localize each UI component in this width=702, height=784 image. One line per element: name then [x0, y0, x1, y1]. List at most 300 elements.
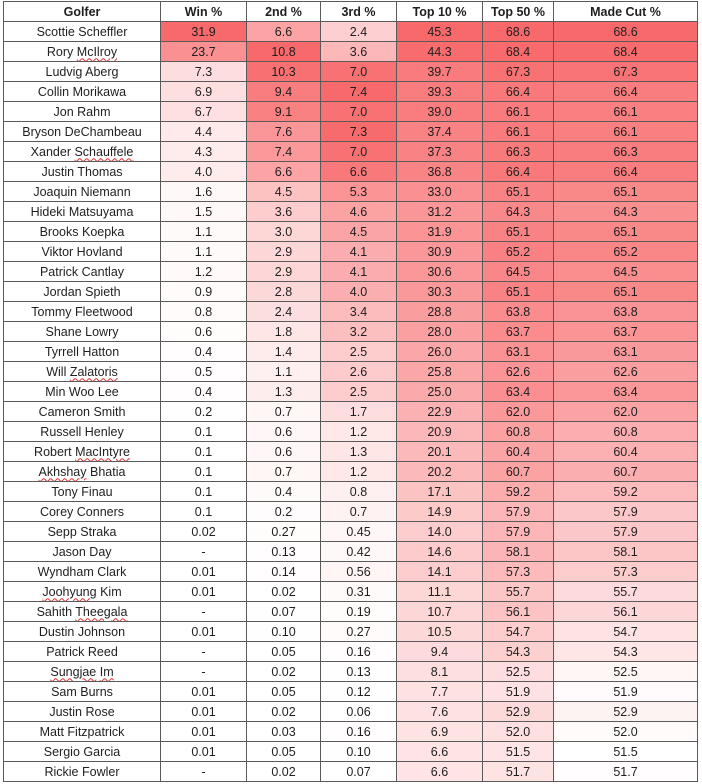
second-cell: 1.3	[247, 382, 321, 402]
top10-cell: 33.0	[397, 182, 483, 202]
made-cut-cell: 66.1	[554, 102, 698, 122]
made-cut-cell: 57.3	[554, 562, 698, 582]
win-cell: 0.9	[161, 282, 247, 302]
made-cut-cell: 57.9	[554, 522, 698, 542]
win-cell: 6.9	[161, 82, 247, 102]
golfer-name-cell: Justin Rose	[4, 702, 161, 722]
second-cell: 7.4	[247, 142, 321, 162]
golfer-name-cell: Hideki Matsuyama	[4, 202, 161, 222]
top10-cell: 8.1	[397, 662, 483, 682]
table-row	[4, 42, 698, 62]
table-row	[4, 262, 698, 282]
table-row	[4, 402, 698, 422]
win-cell: 0.02	[161, 522, 247, 542]
made-cut-cell: 65.1	[554, 182, 698, 202]
top10-cell: 44.3	[397, 42, 483, 62]
table-row	[4, 682, 698, 702]
top50-cell: 60.4	[483, 442, 554, 462]
top50-cell: 55.7	[483, 582, 554, 602]
second-cell: 7.6	[247, 122, 321, 142]
top50-cell: 62.6	[483, 362, 554, 382]
third-cell: 4.1	[321, 262, 397, 282]
third-cell: 0.27	[321, 622, 397, 642]
table-header	[4, 2, 698, 22]
win-cell: 0.01	[161, 682, 247, 702]
made-cut-cell: 56.1	[554, 602, 698, 622]
table-row	[4, 662, 698, 682]
second-cell: 0.05	[247, 742, 321, 762]
made-cut-cell: 55.7	[554, 582, 698, 602]
table-row	[4, 442, 698, 462]
top10-cell: 25.8	[397, 362, 483, 382]
table-row	[4, 522, 698, 542]
third-cell: 7.4	[321, 82, 397, 102]
third-cell: 0.31	[321, 582, 397, 602]
table-row	[4, 582, 698, 602]
top10-cell: 6.6	[397, 762, 483, 782]
golfer-name-cell: Rickie Fowler	[4, 762, 161, 782]
second-cell: 6.6	[247, 22, 321, 42]
win-cell: 4.4	[161, 122, 247, 142]
third-cell: 3.6	[321, 42, 397, 62]
third-cell: 3.2	[321, 322, 397, 342]
top10-cell: 14.0	[397, 522, 483, 542]
made-cut-cell: 65.1	[554, 222, 698, 242]
golfer-name-cell: Sam Burns	[4, 682, 161, 702]
top10-cell: 10.5	[397, 622, 483, 642]
table-row	[4, 222, 698, 242]
top10-cell: 37.3	[397, 142, 483, 162]
top50-cell: 52.5	[483, 662, 554, 682]
win-cell: 0.01	[161, 702, 247, 722]
second-cell: 0.4	[247, 482, 321, 502]
third-cell: 0.16	[321, 722, 397, 742]
top10-cell: 6.6	[397, 742, 483, 762]
golfer-name-cell: Rory McIlroy	[4, 42, 161, 62]
top10-cell: 28.0	[397, 322, 483, 342]
second-cell: 2.8	[247, 282, 321, 302]
win-cell: 4.3	[161, 142, 247, 162]
top50-cell: 66.3	[483, 142, 554, 162]
header-golfer: Golfer	[4, 2, 161, 22]
table-row	[4, 562, 698, 582]
third-cell: 4.1	[321, 242, 397, 262]
golfer-name-cell: Patrick Reed	[4, 642, 161, 662]
top10-cell: 9.4	[397, 642, 483, 662]
made-cut-cell: 54.7	[554, 622, 698, 642]
second-cell: 1.1	[247, 362, 321, 382]
top50-cell: 68.6	[483, 22, 554, 42]
second-cell: 3.6	[247, 202, 321, 222]
win-cell: 0.01	[161, 562, 247, 582]
second-cell: 0.07	[247, 602, 321, 622]
win-cell: -	[161, 662, 247, 682]
top50-cell: 59.2	[483, 482, 554, 502]
made-cut-cell: 57.9	[554, 502, 698, 522]
golfer-name-cell: Robert MacIntyre	[4, 442, 161, 462]
table-row	[4, 102, 698, 122]
win-cell: 23.7	[161, 42, 247, 62]
second-cell: 4.5	[247, 182, 321, 202]
table-row	[4, 62, 698, 82]
third-cell: 2.5	[321, 382, 397, 402]
second-cell: 3.0	[247, 222, 321, 242]
made-cut-cell: 66.1	[554, 122, 698, 142]
golfer-name-cell: Min Woo Lee	[4, 382, 161, 402]
top10-cell: 7.7	[397, 682, 483, 702]
third-cell: 0.06	[321, 702, 397, 722]
top50-cell: 57.9	[483, 502, 554, 522]
top50-cell: 67.3	[483, 62, 554, 82]
third-cell: 1.2	[321, 422, 397, 442]
top50-cell: 57.9	[483, 522, 554, 542]
win-cell: -	[161, 642, 247, 662]
top50-cell: 51.9	[483, 682, 554, 702]
top10-cell: 14.9	[397, 502, 483, 522]
top50-cell: 51.5	[483, 742, 554, 762]
made-cut-cell: 67.3	[554, 62, 698, 82]
table-row	[4, 242, 698, 262]
made-cut-cell: 63.8	[554, 302, 698, 322]
made-cut-cell: 66.4	[554, 162, 698, 182]
made-cut-cell: 60.7	[554, 462, 698, 482]
made-cut-cell: 68.4	[554, 42, 698, 62]
made-cut-cell: 64.3	[554, 202, 698, 222]
top50-cell: 66.4	[483, 162, 554, 182]
made-cut-cell: 59.2	[554, 482, 698, 502]
golfer-name-cell: Corey Conners	[4, 502, 161, 522]
second-cell: 0.2	[247, 502, 321, 522]
third-cell: 0.19	[321, 602, 397, 622]
golfer-name-cell: Russell Henley	[4, 422, 161, 442]
table-row	[4, 322, 698, 342]
made-cut-cell: 51.5	[554, 742, 698, 762]
third-cell: 5.3	[321, 182, 397, 202]
win-cell: 0.6	[161, 322, 247, 342]
golfer-name-cell: Joohyung Kim	[4, 582, 161, 602]
table-body	[4, 22, 698, 782]
table-row	[4, 422, 698, 442]
third-cell: 7.0	[321, 102, 397, 122]
top10-cell: 26.0	[397, 342, 483, 362]
header-third: 3rd %	[321, 2, 397, 22]
table-row	[4, 462, 698, 482]
third-cell: 0.13	[321, 662, 397, 682]
third-cell: 2.6	[321, 362, 397, 382]
top10-cell: 14.6	[397, 542, 483, 562]
win-cell: 0.1	[161, 462, 247, 482]
second-cell: 1.4	[247, 342, 321, 362]
second-cell: 0.03	[247, 722, 321, 742]
table-row	[4, 502, 698, 522]
top10-cell: 20.1	[397, 442, 483, 462]
golfer-name-cell: Bryson DeChambeau	[4, 122, 161, 142]
second-cell: 2.9	[247, 242, 321, 262]
win-cell: -	[161, 602, 247, 622]
made-cut-cell: 63.7	[554, 322, 698, 342]
made-cut-cell: 64.5	[554, 262, 698, 282]
golfer-name-cell: Collin Morikawa	[4, 82, 161, 102]
golfer-name-cell: Tony Finau	[4, 482, 161, 502]
table-row	[4, 362, 698, 382]
third-cell: 4.5	[321, 222, 397, 242]
third-cell: 0.45	[321, 522, 397, 542]
top10-cell: 7.6	[397, 702, 483, 722]
win-cell: 0.5	[161, 362, 247, 382]
top50-cell: 63.1	[483, 342, 554, 362]
win-cell: 0.1	[161, 422, 247, 442]
win-cell: -	[161, 542, 247, 562]
win-cell: 1.6	[161, 182, 247, 202]
header-row	[4, 2, 698, 22]
made-cut-cell: 63.4	[554, 382, 698, 402]
third-cell: 1.2	[321, 462, 397, 482]
second-cell: 2.4	[247, 302, 321, 322]
made-cut-cell: 60.8	[554, 422, 698, 442]
third-cell: 1.3	[321, 442, 397, 462]
table-row	[4, 642, 698, 662]
table-row	[4, 342, 698, 362]
top10-cell: 39.0	[397, 102, 483, 122]
golfer-name-cell: Sergio Garcia	[4, 742, 161, 762]
golfer-name-cell: Scottie Scheffler	[4, 22, 161, 42]
third-cell: 3.4	[321, 302, 397, 322]
top50-cell: 57.3	[483, 562, 554, 582]
third-cell: 1.7	[321, 402, 397, 422]
top50-cell: 63.7	[483, 322, 554, 342]
made-cut-cell: 63.1	[554, 342, 698, 362]
win-cell: 4.0	[161, 162, 247, 182]
golfer-name-cell: Shane Lowry	[4, 322, 161, 342]
top10-cell: 20.9	[397, 422, 483, 442]
top10-cell: 31.2	[397, 202, 483, 222]
win-cell: 1.2	[161, 262, 247, 282]
table-row	[4, 482, 698, 502]
second-cell: 10.3	[247, 62, 321, 82]
win-cell: 0.4	[161, 382, 247, 402]
second-cell: 2.9	[247, 262, 321, 282]
top10-cell: 36.8	[397, 162, 483, 182]
top50-cell: 64.3	[483, 202, 554, 222]
win-cell: 31.9	[161, 22, 247, 42]
second-cell: 0.05	[247, 682, 321, 702]
golfer-name-cell: Akhshay Bhatia	[4, 462, 161, 482]
top50-cell: 65.1	[483, 222, 554, 242]
win-cell: -	[161, 762, 247, 782]
top10-cell: 14.1	[397, 562, 483, 582]
top50-cell: 66.4	[483, 82, 554, 102]
second-cell: 0.02	[247, 762, 321, 782]
top10-cell: 39.7	[397, 62, 483, 82]
table-row	[4, 182, 698, 202]
third-cell: 0.12	[321, 682, 397, 702]
second-cell: 6.6	[247, 162, 321, 182]
golfer-name-cell: Brooks Koepka	[4, 222, 161, 242]
top50-cell: 64.5	[483, 262, 554, 282]
second-cell: 1.8	[247, 322, 321, 342]
table-row	[4, 162, 698, 182]
win-cell: 0.1	[161, 442, 247, 462]
golfer-name-cell: Matt Fitzpatrick	[4, 722, 161, 742]
golfer-name-cell: Sungjae Im	[4, 662, 161, 682]
win-cell: 0.4	[161, 342, 247, 362]
top10-cell: 31.9	[397, 222, 483, 242]
third-cell: 4.0	[321, 282, 397, 302]
made-cut-cell: 62.0	[554, 402, 698, 422]
second-cell: 0.27	[247, 522, 321, 542]
top10-cell: 20.2	[397, 462, 483, 482]
win-cell: 1.1	[161, 242, 247, 262]
made-cut-cell: 52.9	[554, 702, 698, 722]
third-cell: 7.3	[321, 122, 397, 142]
second-cell: 9.4	[247, 82, 321, 102]
golfer-name-cell: Justin Thomas	[4, 162, 161, 182]
golfer-name-cell: Sahith Theegala	[4, 602, 161, 622]
second-cell: 0.6	[247, 422, 321, 442]
third-cell: 7.0	[321, 62, 397, 82]
second-cell: 0.02	[247, 662, 321, 682]
made-cut-cell: 62.6	[554, 362, 698, 382]
header-second: 2nd %	[247, 2, 321, 22]
table-row	[4, 382, 698, 402]
second-cell: 0.10	[247, 622, 321, 642]
top50-cell: 63.8	[483, 302, 554, 322]
top50-cell: 60.7	[483, 462, 554, 482]
probability-table	[3, 1, 698, 782]
win-cell: 0.1	[161, 502, 247, 522]
top10-cell: 45.3	[397, 22, 483, 42]
made-cut-cell: 66.3	[554, 142, 698, 162]
win-cell: 1.5	[161, 202, 247, 222]
table-row	[4, 282, 698, 302]
second-cell: 0.6	[247, 442, 321, 462]
top10-cell: 6.9	[397, 722, 483, 742]
second-cell: 9.1	[247, 102, 321, 122]
golfer-name-cell: Patrick Cantlay	[4, 262, 161, 282]
golfer-name-cell: Dustin Johnson	[4, 622, 161, 642]
table-row	[4, 702, 698, 722]
made-cut-cell: 52.5	[554, 662, 698, 682]
table-row	[4, 602, 698, 622]
second-cell: 0.13	[247, 542, 321, 562]
third-cell: 0.16	[321, 642, 397, 662]
third-cell: 2.4	[321, 22, 397, 42]
win-cell: 0.01	[161, 722, 247, 742]
top10-cell: 17.1	[397, 482, 483, 502]
third-cell: 4.6	[321, 202, 397, 222]
table-row	[4, 22, 698, 42]
top50-cell: 65.2	[483, 242, 554, 262]
win-cell: 0.01	[161, 622, 247, 642]
golfer-name-cell: Xander Schauffele	[4, 142, 161, 162]
third-cell: 0.07	[321, 762, 397, 782]
golfer-name-cell: Wyndham Clark	[4, 562, 161, 582]
top50-cell: 68.4	[483, 42, 554, 62]
top10-cell: 22.9	[397, 402, 483, 422]
top50-cell: 65.1	[483, 182, 554, 202]
golfer-name-cell: Viktor Hovland	[4, 242, 161, 262]
third-cell: 6.6	[321, 162, 397, 182]
table-row	[4, 122, 698, 142]
made-cut-cell: 51.7	[554, 762, 698, 782]
third-cell: 0.42	[321, 542, 397, 562]
golfer-name-cell: Cameron Smith	[4, 402, 161, 422]
third-cell: 0.8	[321, 482, 397, 502]
golfer-name-cell: Ludvig Aberg	[4, 62, 161, 82]
top50-cell: 65.1	[483, 282, 554, 302]
second-cell: 0.14	[247, 562, 321, 582]
win-cell: 1.1	[161, 222, 247, 242]
top50-cell: 60.8	[483, 422, 554, 442]
golfer-name-cell: Jon Rahm	[4, 102, 161, 122]
golfer-name-cell: Jordan Spieth	[4, 282, 161, 302]
made-cut-cell: 66.4	[554, 82, 698, 102]
second-cell: 0.05	[247, 642, 321, 662]
third-cell: 0.56	[321, 562, 397, 582]
table-row	[4, 542, 698, 562]
made-cut-cell: 58.1	[554, 542, 698, 562]
made-cut-cell: 51.9	[554, 682, 698, 702]
win-cell: 7.3	[161, 62, 247, 82]
second-cell: 0.02	[247, 582, 321, 602]
table-row	[4, 302, 698, 322]
made-cut-cell: 68.6	[554, 22, 698, 42]
second-cell: 0.02	[247, 702, 321, 722]
header-top50: Top 50 %	[483, 2, 554, 22]
top10-cell: 30.6	[397, 262, 483, 282]
top50-cell: 58.1	[483, 542, 554, 562]
made-cut-cell: 54.3	[554, 642, 698, 662]
top10-cell: 10.7	[397, 602, 483, 622]
table-row	[4, 202, 698, 222]
win-cell: 0.1	[161, 482, 247, 502]
table-row	[4, 742, 698, 762]
made-cut-cell: 65.1	[554, 282, 698, 302]
top50-cell: 56.1	[483, 602, 554, 622]
made-cut-cell: 65.2	[554, 242, 698, 262]
win-cell: 0.2	[161, 402, 247, 422]
third-cell: 0.7	[321, 502, 397, 522]
header-made-cut: Made Cut %	[554, 2, 698, 22]
top50-cell: 52.9	[483, 702, 554, 722]
top10-cell: 11.1	[397, 582, 483, 602]
table-row	[4, 722, 698, 742]
win-cell: 6.7	[161, 102, 247, 122]
golfer-name-cell: Sepp Straka	[4, 522, 161, 542]
second-cell: 0.7	[247, 402, 321, 422]
golfer-name-cell: Jason Day	[4, 542, 161, 562]
top10-cell: 39.3	[397, 82, 483, 102]
top50-cell: 52.0	[483, 722, 554, 742]
made-cut-cell: 60.4	[554, 442, 698, 462]
top50-cell: 63.4	[483, 382, 554, 402]
top10-cell: 30.3	[397, 282, 483, 302]
top50-cell: 54.3	[483, 642, 554, 662]
second-cell: 0.7	[247, 462, 321, 482]
third-cell: 2.5	[321, 342, 397, 362]
golfer-name-cell: Joaquin Niemann	[4, 182, 161, 202]
win-cell: 0.01	[161, 582, 247, 602]
made-cut-cell: 52.0	[554, 722, 698, 742]
table-row	[4, 622, 698, 642]
header-win: Win %	[161, 2, 247, 22]
top50-cell: 62.0	[483, 402, 554, 422]
top50-cell: 66.1	[483, 122, 554, 142]
table-row	[4, 762, 698, 782]
win-cell: 0.01	[161, 742, 247, 762]
win-cell: 0.8	[161, 302, 247, 322]
table-row	[4, 82, 698, 102]
